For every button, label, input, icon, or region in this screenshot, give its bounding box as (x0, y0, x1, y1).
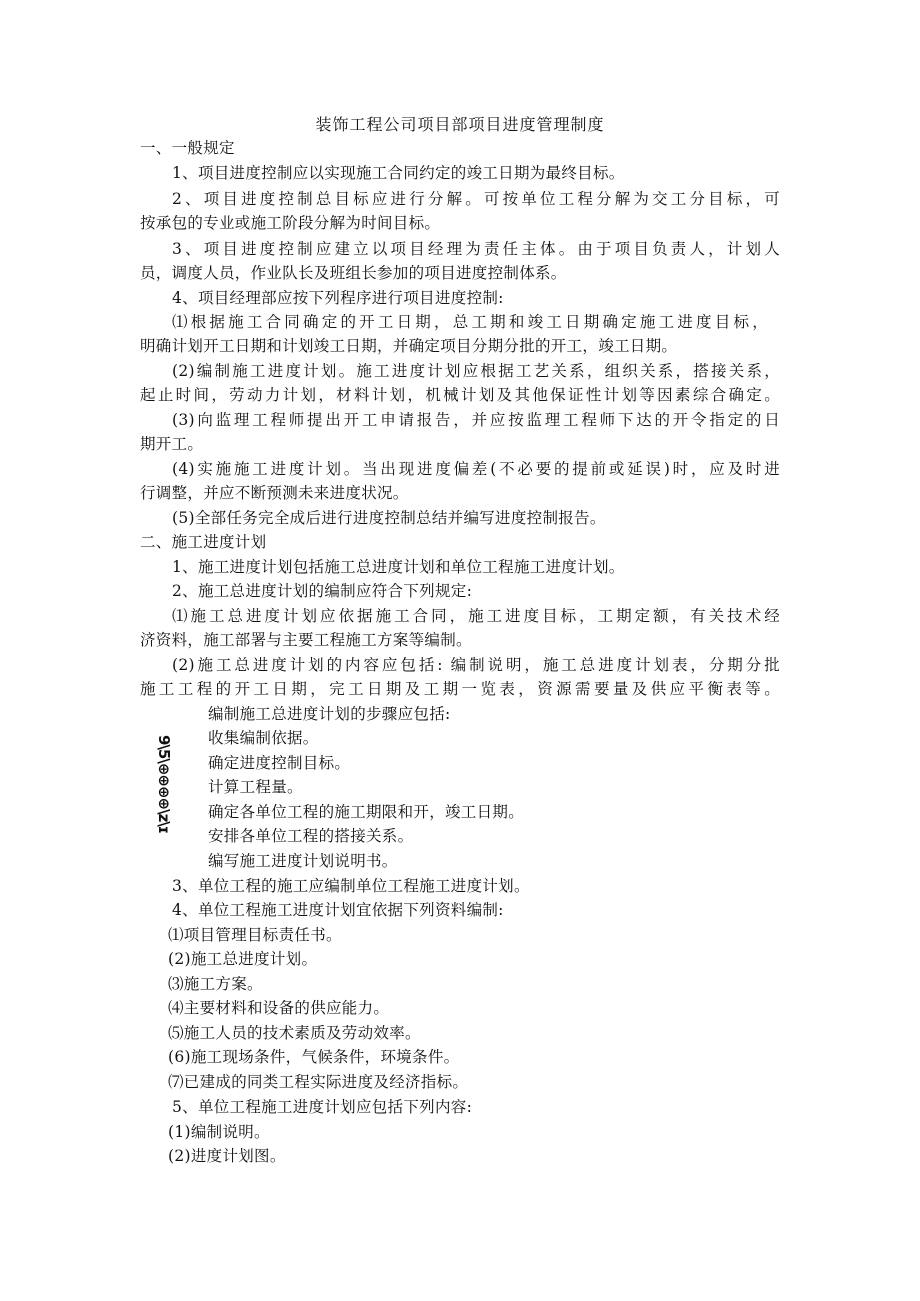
paragraph-line: (4)实施施工进度计划。当出现进度偏差(不必要的提前或延误)时，应及时进 (172, 460, 780, 478)
paragraph-line: 1、施工进度计划包括施工总进度计划和单位工程施工进度计划。 (172, 558, 625, 576)
paragraph-line: 3、单位工程的施工应编制单位工程施工进度计划。 (172, 877, 530, 895)
paragraph-line: 4、单位工程施工进度计划宜依据下列资料编制: (172, 901, 504, 919)
paragraph-line: 按承包的专业或施工阶段分解为时间目标。 (140, 214, 441, 232)
list-item: (1)编制说明。 (168, 1123, 270, 1141)
paragraph-line: (3)向监理工程师提出开工申请报告，并应按监理工程师下达的开令指定的日 (172, 411, 780, 429)
paragraph-line: 员，调度人员，作业队长及班组长参加的项目进度控制体系。 (140, 264, 567, 282)
paragraph-line: 4、项目经理部应按下列程序进行项目进度控制: (172, 289, 504, 307)
list-item: ⑷主要材料和设备的供应能力。 (168, 999, 390, 1017)
paragraph-line: ⑴施工总进度计划应依据施工合同，施工进度目标，工期定额，有关技术经 (172, 607, 780, 625)
list-item: 计算工程量。 (208, 778, 303, 796)
paragraph-line: 济资料，施工部署与主要工程施工方案等编制。 (140, 631, 472, 649)
list-item: ⑺已建成的同类工程实际进度及经济指标。 (168, 1073, 469, 1091)
paragraph-line: 明确计划开工日期和计划竣工日期，并确定项目分期分批的开工，竣工日期。 (140, 337, 678, 355)
paragraph-line: 2、项目进度控制总目标应进行分解。可按单位工程分解为交工分目标，可 (172, 190, 780, 208)
list-item: (2)施工总进度计划。 (168, 950, 318, 968)
section-heading: 一、一般规定 (140, 139, 235, 157)
list-item: 收集编制依据。 (208, 729, 319, 747)
paragraph-line: 2、施工总进度计划的编制应符合下列规定: (172, 582, 473, 600)
section-heading: 二、施工进度计划 (140, 533, 267, 551)
paragraph-line: (2)编制施工进度计划。施工进度计划应根据工艺关系，组织关系，搭接关系， (172, 362, 780, 380)
list-item: 确定各单位工程的施工期限和开，竣工日期。 (208, 803, 525, 821)
paragraph-line: 5、单位工程施工进度计划应包括下列内容: (172, 1098, 473, 1116)
list-item: ⑸施工人员的技术素质及劳动效率。 (168, 1024, 421, 1042)
paragraph-line: 行调整，并应不断预测未来进度状况。 (140, 484, 409, 502)
list-item: ⑶施工方案。 (168, 975, 263, 993)
list-item: ⑴项目管理目标责任书。 (168, 926, 342, 944)
list-item: 编写施工进度计划说明书。 (208, 852, 398, 870)
list-item: 确定进度控制目标。 (208, 754, 351, 772)
paragraph-line: 1、项目进度控制应以实现施工合同约定的竣工日期为最终目标。 (172, 164, 625, 182)
list-item: (6)施工现场条件，气候条件，环境条件。 (168, 1048, 460, 1066)
paragraph-line: 施工工程的开工日期，完工日期及工期一览表，资源需要量及供应平衡表等。 (140, 680, 780, 698)
paragraph-line: 起止时间，劳动力计划，材料计划，机械计划及其他保证性计划等因素综合确定。 (140, 386, 780, 404)
paragraph-line: 3、项目进度控制应建立以项目经理为责任主体。由于项目负责人，计划人 (172, 240, 780, 258)
paragraph-line: 期开工。 (140, 435, 204, 453)
list-item: (2)进度计划图。 (168, 1147, 286, 1165)
paragraph-line: 编制施工总进度计划的步骤应包括: (208, 705, 451, 723)
document-title: 装饰工程公司项目部项目进度管理制度 (315, 115, 605, 134)
paragraph-line: ⑴根据施工合同确定的开工日期，总工期和竣工日期确定施工进度目标， (172, 313, 768, 331)
paragraph-line: (2)施工总进度计划的内容应包括: 编制说明，施工总进度计划表，分期分批 (172, 656, 780, 674)
rotated-margin-numbers: 9\5\⊕⊕⊕⊕\z\ɪ (155, 735, 173, 833)
paragraph-line: (5)全部任务完全成后进行进度控制总结并编写进度控制报告。 (172, 509, 606, 527)
list-item: 安排各单位工程的搭接关系。 (208, 827, 414, 845)
